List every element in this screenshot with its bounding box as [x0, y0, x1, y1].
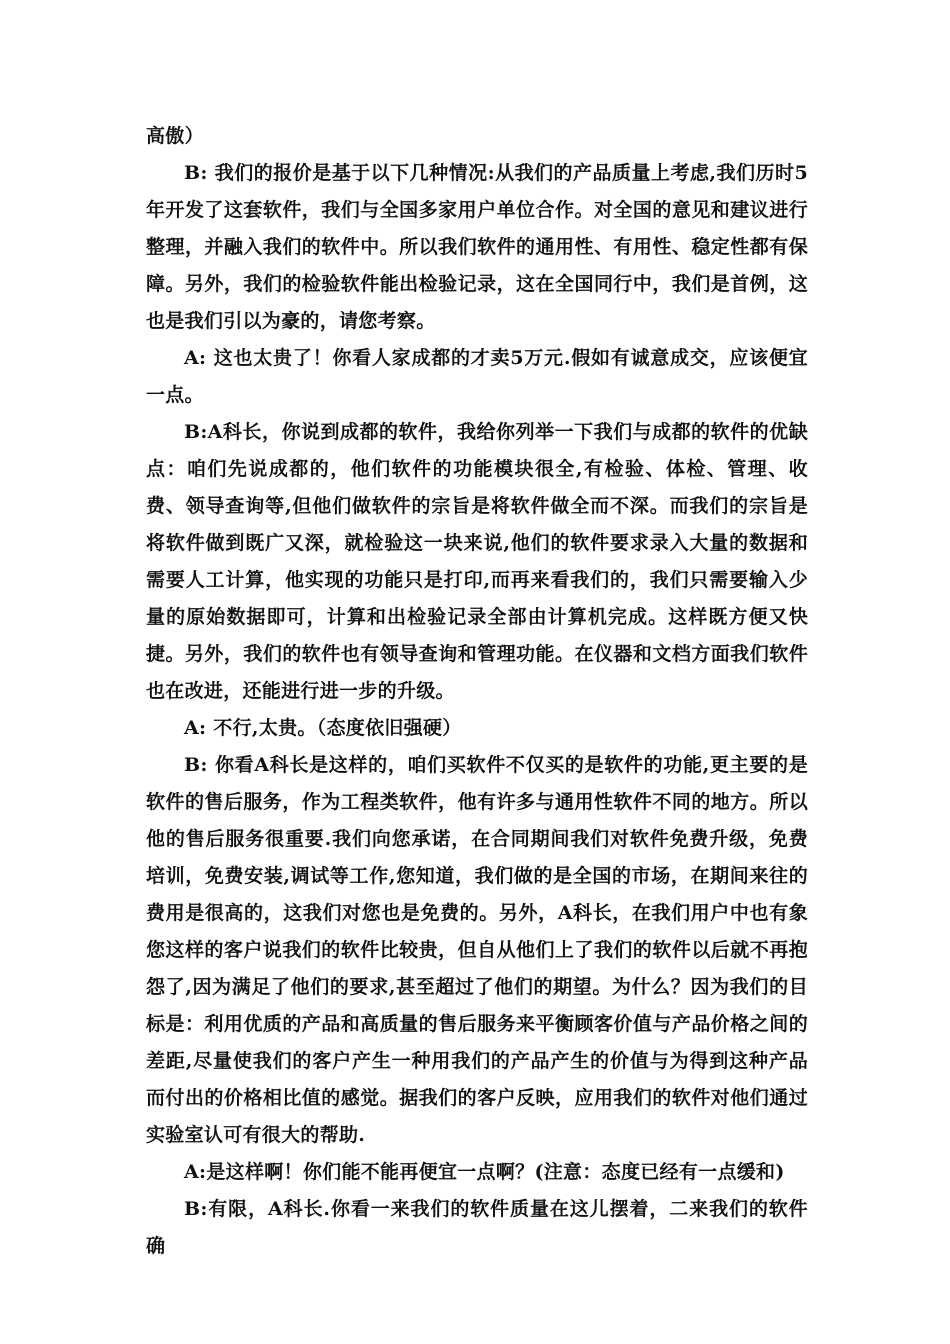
- paragraph-5: B: 你看A科长是这样的，咱们买软件不仅买的是软件的功能,更主要的是软件的售后服务，作为工程类软件，他有许多与通用性软件不同的地方。所以他的售后服务很重要.我们向您承诺，在合同期间我们对软件免费升级，免费培训，免费安装,调试等工作,您知道，我们做的是全国的市场，在期间来往的费用是很高的，这我们对您也是免费的。另外，A科长，在我们用户中也有象您这样的客户说我们的软件比较贵，但自从他们上了我们的软件以后就不再抱怨了,因为满足了他们的要求,甚至超过了他们的期望。为什么？因为我们的目标是：利用优质的产品和高质量的售后服务来平衡顾客价值与产品价格之间的差距,尽量使我们的客户产生一种用我们的产品产生的价值与为得到这种产品而付出的价格相比值的感觉。据我们的客户反映，应用我们的软件对他们通过实验室认可有很大的帮助.: [146, 754, 808, 1146]
- paragraph-2: A: 这也太贵了！你看人家成都的才卖5万元.假如有诚意成交，应该便宜一点。: [146, 347, 808, 406]
- paragraph-7: B:有限，A科长.你看一来我们的软件质量在这儿摆着，二来我们的软件确: [146, 1198, 808, 1257]
- paragraph-3: B:A科长，你说到成都的软件，我给你列举一下我们与成都的软件的优缺点：咱们先说成都的，他们软件的功能模块很全,有检验、体检、管理、收费、领导查询等,但他们做软件的宗旨是将软件做全而不深。而我们的宗旨是将软件做到既广又深，就检验这一块来说,他们的软件要求录入大量的数据和需要人工计算，他实现的功能只是打印,而再来看我们的，我们只需要输入少量的原始数据即可，计算和出检验记录全部由计算机完成。这样既方便又快捷。另外，我们的软件也有领导查询和管理功能。在仪器和文档方面我们软件也在改进，还能进行进一步的升级。: [146, 421, 808, 702]
- paragraph-1: B: 我们的报价是基于以下几种情况:从我们的产品质量上考虑,我们历时5年开发了这套软件，我们与全国多家用户单位合作。对全国的意见和建议进行整理，并融入我们的软件中。所以我们软件的通用性、有用性、稳定性都有保障。另外，我们的检验软件能出检验记录，这在全国同行中，我们是首例，这也是我们引以为豪的，请您考察。: [146, 162, 808, 332]
- paragraph-4: A: 不行,太贵。（态度依旧强硬）: [184, 717, 462, 739]
- paragraph-0: 高傲）: [146, 125, 204, 147]
- document-body: [146, 118, 808, 1265]
- paragraph-6: A:是这样啊！你们能不能再便宜一点啊？(注意：态度已经有一点缓和): [184, 1161, 785, 1183]
